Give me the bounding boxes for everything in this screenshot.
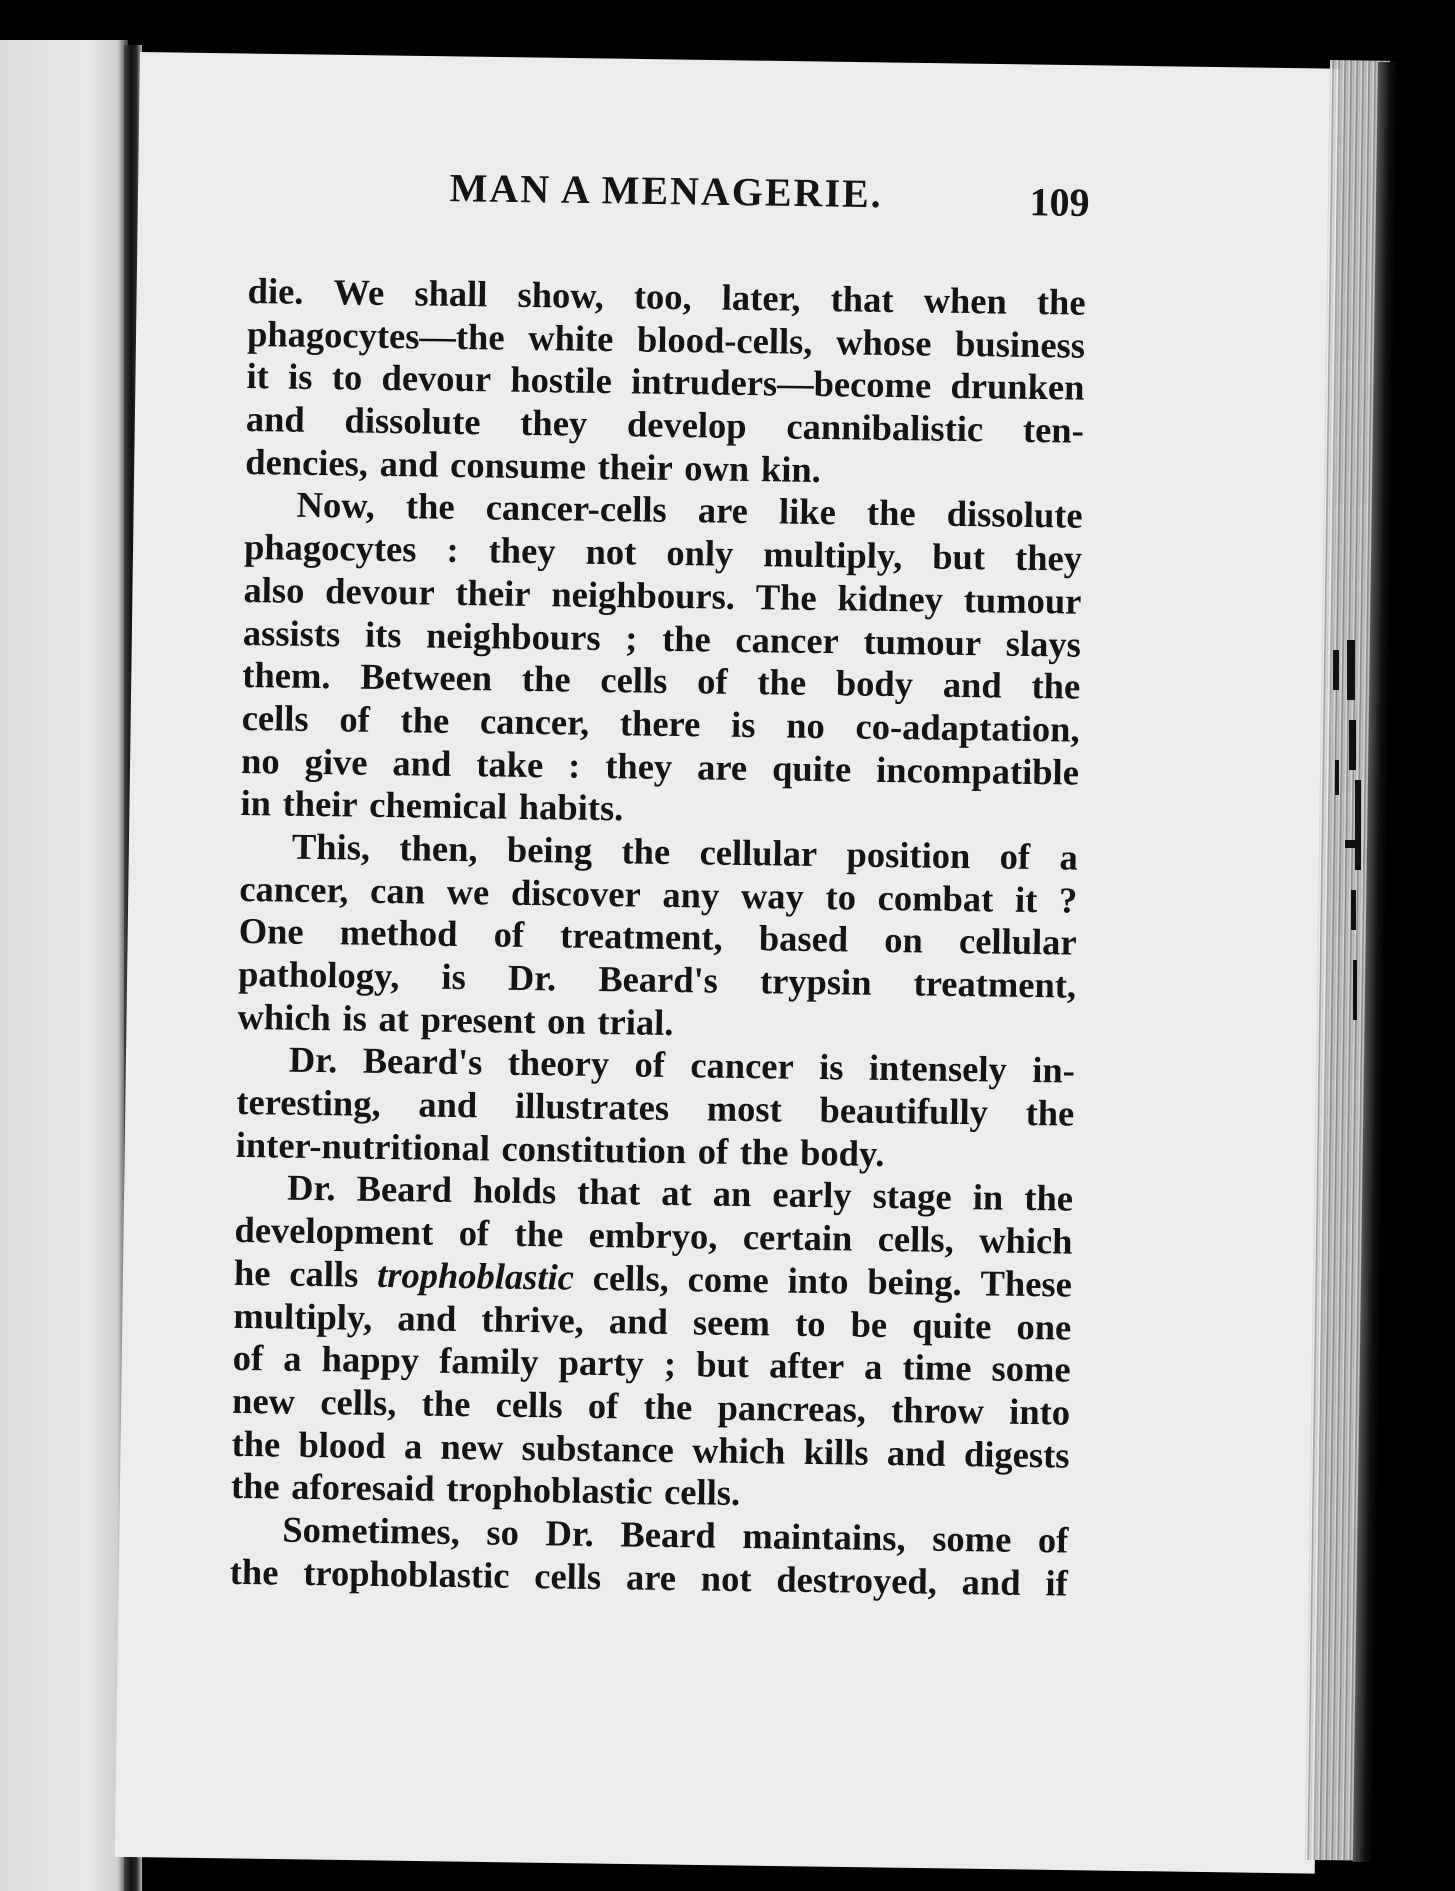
running-header <box>299 162 1090 243</box>
word: Between <box>360 655 493 699</box>
word: their <box>455 571 531 614</box>
word: but <box>695 1343 750 1386</box>
word: quite <box>912 1303 992 1346</box>
word: its <box>364 613 402 655</box>
word: seem <box>692 1300 771 1343</box>
word: digests <box>963 1432 1070 1476</box>
word: throw <box>891 1388 985 1432</box>
word: the <box>643 1385 693 1428</box>
word: method <box>339 911 458 955</box>
word: in- <box>1031 1049 1076 1091</box>
word: early <box>772 1173 852 1216</box>
word: habits. <box>518 786 624 829</box>
word: the <box>1036 281 1086 323</box>
word: when <box>923 279 1008 322</box>
word: they <box>520 401 588 444</box>
word: tumour <box>863 620 982 663</box>
index-mark <box>1345 840 1357 848</box>
word: trypsin <box>759 960 872 1003</box>
word: no <box>240 739 281 782</box>
word: cancer, <box>479 700 590 743</box>
word: devour <box>324 569 436 613</box>
word: cells <box>495 1383 563 1426</box>
word: they <box>605 744 673 787</box>
index-mark <box>1347 640 1355 700</box>
word: ; <box>625 616 638 658</box>
word: cells. <box>663 1471 741 1514</box>
word: if <box>1045 1561 1068 1604</box>
word: substance <box>521 1426 675 1470</box>
word: on <box>884 919 924 961</box>
word: are <box>696 745 748 788</box>
word: only <box>666 531 734 574</box>
word: the <box>230 1465 280 1507</box>
word: but <box>932 535 986 578</box>
word: consume <box>449 443 587 487</box>
word: cells <box>534 1554 602 1597</box>
word: in <box>240 782 272 824</box>
word: the <box>231 1422 281 1465</box>
word: later, <box>721 276 801 319</box>
word: and <box>379 442 439 485</box>
word: illustrates <box>514 1084 670 1129</box>
word: not <box>585 530 637 573</box>
word: the <box>400 699 450 741</box>
word: based <box>758 917 849 960</box>
word: multiply, <box>763 533 903 577</box>
word: come <box>687 1258 770 1301</box>
word: develop <box>626 403 747 447</box>
word: are <box>697 489 749 532</box>
word: the <box>405 485 455 528</box>
word: is <box>441 955 467 998</box>
word: also <box>243 568 305 611</box>
word: of <box>634 1043 666 1086</box>
word: are <box>625 1556 677 1598</box>
word: inter-nutritional <box>235 1123 491 1169</box>
word: to <box>331 356 363 398</box>
word: is <box>730 703 756 746</box>
word: ? <box>1058 879 1078 921</box>
word: dissolute <box>946 493 1083 537</box>
index-mark <box>1333 650 1339 690</box>
word: of <box>696 660 728 702</box>
word: Dr. <box>545 1512 595 1554</box>
word: party <box>558 1341 645 1384</box>
word: body <box>835 662 914 705</box>
word: a <box>1059 836 1079 878</box>
word: an <box>712 1173 752 1215</box>
word: treatment, <box>559 914 723 959</box>
word: discover <box>510 871 642 915</box>
word: trophoblastic <box>376 1253 575 1298</box>
word: most <box>706 1087 783 1130</box>
word: so <box>486 1511 520 1553</box>
word: can <box>369 869 426 912</box>
word: : <box>446 528 459 571</box>
index-mark <box>1335 760 1339 795</box>
word: cells <box>600 659 668 702</box>
word: quite <box>771 746 852 790</box>
word: ten- <box>1022 408 1085 451</box>
word: pathology, <box>237 952 400 997</box>
word: the <box>739 1130 789 1173</box>
word: white <box>527 316 614 359</box>
word: Beard <box>620 1513 717 1556</box>
word: of <box>697 1130 729 1172</box>
word: trial. <box>597 1000 674 1043</box>
word: the <box>866 492 916 534</box>
word: constitution <box>501 1127 687 1171</box>
word: cells, <box>877 1218 955 1261</box>
word: Dr. <box>507 956 557 999</box>
facing-page-edge <box>0 40 128 1891</box>
word: like <box>778 490 837 533</box>
word: he <box>233 1251 271 1294</box>
word: trophoblastic <box>303 1551 510 1596</box>
word: treatment, <box>913 962 1077 1006</box>
word: of <box>999 835 1031 877</box>
word: cancer-cells <box>485 486 668 531</box>
word: and <box>392 741 452 784</box>
word: time <box>902 1346 972 1389</box>
word: hostile <box>510 359 613 402</box>
running-title: MAN A MENAGERIE. <box>449 165 884 217</box>
word: cells, <box>592 1256 670 1299</box>
word: take <box>476 742 544 785</box>
word: ; <box>663 1343 677 1385</box>
word: slays <box>1005 622 1082 665</box>
word: certain <box>742 1216 853 1259</box>
word: kin. <box>760 447 822 490</box>
word: embryo, <box>588 1213 718 1257</box>
word: present <box>420 998 536 1041</box>
word: holds <box>472 1169 557 1212</box>
word: : <box>567 744 581 786</box>
word: on <box>546 999 587 1042</box>
word: after <box>768 1344 845 1387</box>
word: the <box>229 1550 279 1593</box>
word: is <box>342 997 368 1039</box>
word: dencies, <box>245 440 369 484</box>
word: cells, <box>320 1380 397 1424</box>
word: Sometimes, <box>282 1508 461 1553</box>
word: body. <box>799 1131 885 1174</box>
word: of <box>458 1212 490 1254</box>
word: cells <box>241 696 309 739</box>
word: own <box>684 446 750 489</box>
word: of <box>493 913 525 956</box>
word: the <box>1025 1092 1075 1134</box>
word: it <box>1014 878 1038 920</box>
word: of <box>339 698 371 740</box>
word: into <box>1008 1390 1071 1433</box>
index-mark <box>1353 960 1357 1020</box>
word: their <box>282 782 358 825</box>
word: die. <box>247 270 304 312</box>
word: and <box>397 1296 457 1339</box>
word: assists <box>242 611 341 654</box>
word: phagocytes <box>243 526 417 570</box>
word: too, <box>633 275 692 318</box>
word: and <box>418 1083 478 1126</box>
word: that <box>577 1171 641 1214</box>
word: a <box>863 1345 883 1388</box>
word: the <box>1031 665 1081 707</box>
word: way <box>740 874 805 917</box>
word: drunken <box>950 365 1085 409</box>
word: the <box>621 830 671 872</box>
word: cannibalistic <box>786 405 984 450</box>
word: of <box>587 1384 619 1427</box>
word: The <box>755 575 817 618</box>
word: intensely <box>868 1047 1008 1091</box>
word: show, <box>517 273 605 316</box>
word: business <box>954 322 1086 366</box>
word: These <box>980 1262 1073 1305</box>
word: is <box>287 355 313 398</box>
word: the <box>661 617 712 659</box>
word: the <box>421 1382 471 1425</box>
page-number: 109 <box>1029 179 1090 226</box>
word: Beard's <box>598 957 719 1001</box>
word: and <box>961 1560 1021 1603</box>
word: give <box>304 740 368 783</box>
word: Beard's <box>362 1040 483 1083</box>
word: pancreas, <box>717 1386 867 1430</box>
word: and <box>886 1431 947 1474</box>
word: one <box>1016 1305 1072 1348</box>
word: at <box>378 997 410 1040</box>
index-mark <box>1349 720 1356 770</box>
word: neighbours <box>425 614 601 658</box>
word: shall <box>414 272 488 315</box>
word: a <box>283 1337 302 1380</box>
word: into <box>787 1259 849 1302</box>
word: aforesaid <box>291 1465 435 1509</box>
word: that <box>830 278 894 321</box>
word: development <box>234 1209 434 1253</box>
word: and <box>245 398 306 440</box>
word: the <box>521 658 571 700</box>
word: blood <box>298 1423 387 1466</box>
word: be <box>850 1303 888 1345</box>
word: cancer <box>690 1044 795 1088</box>
word: thrive, <box>481 1297 585 1341</box>
word: dissolute <box>344 399 481 443</box>
word: whose <box>835 320 932 364</box>
word: they <box>1014 536 1083 579</box>
index-mark <box>1351 890 1356 930</box>
word: cancer <box>735 618 840 661</box>
word: is <box>818 1046 844 1088</box>
word: some <box>991 1347 1071 1390</box>
word: Dr. <box>288 1039 338 1081</box>
word: it <box>246 355 270 397</box>
word: family <box>438 1339 539 1383</box>
word: the <box>1024 1177 1074 1220</box>
word: intruders—become <box>630 360 932 406</box>
word: being. <box>867 1260 963 1303</box>
word: and <box>942 663 1002 706</box>
word: then, <box>399 827 478 870</box>
word: the <box>757 661 807 704</box>
word: cellular <box>699 831 818 874</box>
word: theory <box>507 1042 610 1085</box>
word: One <box>238 910 304 953</box>
word: multiply, <box>233 1294 373 1338</box>
index-mark <box>1355 780 1361 870</box>
word: Dr. <box>286 1167 336 1209</box>
word: which <box>978 1219 1073 1262</box>
word: stage <box>872 1175 952 1218</box>
thumb-index-marks <box>1325 640 1365 1060</box>
word: the <box>514 1212 564 1255</box>
word: new <box>440 1425 504 1468</box>
word: of <box>232 1337 264 1379</box>
word: we <box>446 870 490 913</box>
word: new <box>231 1379 296 1422</box>
word: position <box>846 833 971 877</box>
word: they <box>488 529 556 572</box>
word: We <box>333 271 385 313</box>
word: Now, <box>296 484 376 527</box>
word: Beard <box>356 1168 453 1211</box>
word: any <box>662 873 720 916</box>
word: to <box>794 1302 826 1344</box>
word: chemical <box>369 783 508 827</box>
word: their <box>597 445 673 488</box>
word: a <box>403 1424 423 1467</box>
word: them. <box>242 654 331 697</box>
word: incompatible <box>875 748 1080 793</box>
word: happy <box>321 1338 420 1381</box>
word: which <box>237 995 332 1038</box>
word: cancer, <box>239 867 349 911</box>
word: at <box>661 1172 692 1214</box>
word: This, <box>291 825 371 868</box>
word: blood-cells, <box>636 318 813 362</box>
word: trophoblastic <box>446 1468 653 1513</box>
word: not <box>700 1557 752 1599</box>
word: being <box>506 828 593 871</box>
word: no <box>785 704 826 746</box>
word: co-adaptation, <box>855 705 1080 750</box>
word: which <box>691 1428 786 1472</box>
word: teresting, <box>236 1080 381 1124</box>
word: and <box>608 1299 669 1342</box>
word: beautifully <box>819 1089 989 1133</box>
word: kills <box>803 1430 869 1473</box>
word: destroyed, <box>776 1558 938 1602</box>
word: to <box>825 875 857 918</box>
word: maintains, <box>742 1514 906 1559</box>
word: kidney <box>837 577 944 620</box>
word: in <box>972 1176 1004 1219</box>
word: phagocytes—the <box>246 312 505 358</box>
word: cellular <box>958 920 1077 963</box>
word: calls <box>289 1252 359 1295</box>
word: combat <box>877 876 994 920</box>
word: of <box>1037 1519 1069 1561</box>
word: some <box>931 1517 1012 1560</box>
word: tumour <box>963 578 1082 622</box>
word: neighbours. <box>551 573 736 617</box>
body-text <box>230 270 1086 1605</box>
word: there <box>619 702 701 745</box>
word: devour <box>381 357 492 400</box>
